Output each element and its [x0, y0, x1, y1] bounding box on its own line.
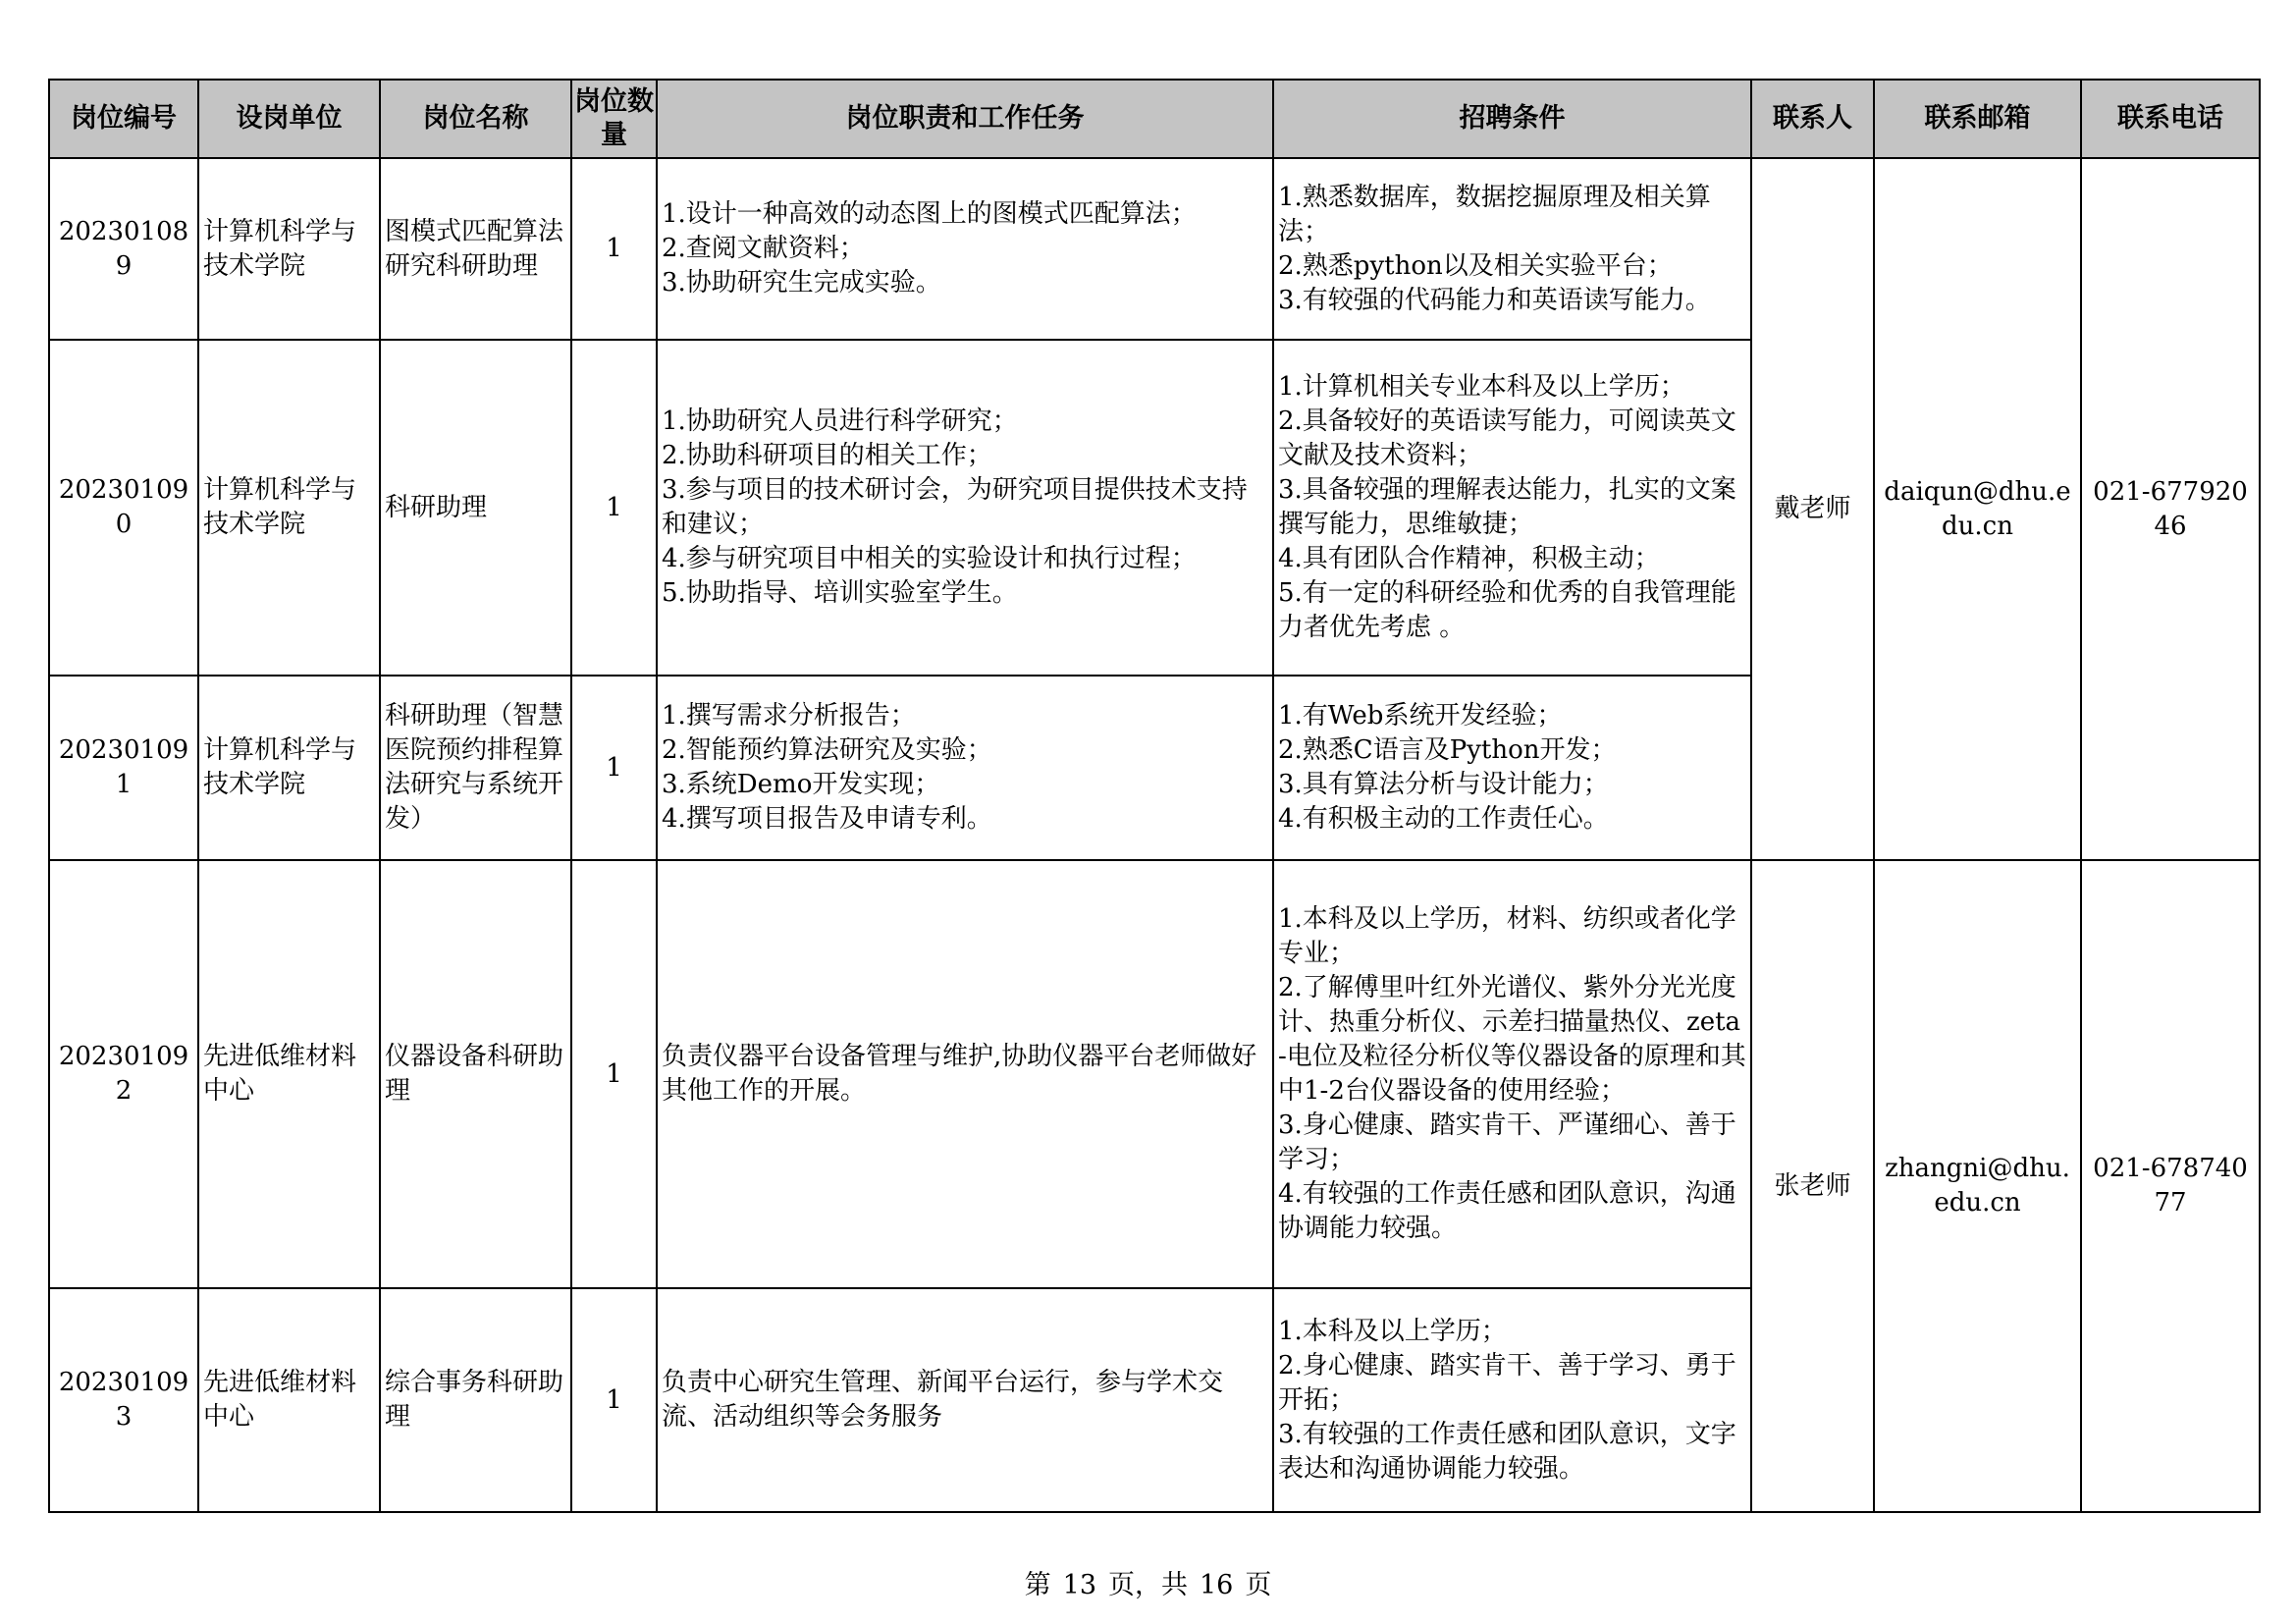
cell-line: 1.有Web系统开发经验；	[1278, 701, 1563, 731]
cell-line: 3.身心健康、踏实肯干、严谨细心、善于学习；	[1278, 1110, 1736, 1174]
cell-line: 3.系统Demo开发实现；	[662, 770, 940, 799]
position-duties	[657, 340, 1273, 676]
header-name: 岗位名称	[380, 80, 571, 158]
position-requirements	[1273, 340, 1751, 676]
header-requirements: 招聘条件	[1273, 80, 1751, 158]
cell-line: 1.撰写需求分析报告；	[662, 701, 916, 731]
cell-line: 3.有较强的工作责任感和团队意识，文字表达和沟通协调能力较强。	[1278, 1419, 1736, 1484]
position-quantity: 1	[571, 676, 657, 860]
cell-line: 4.有积极主动的工作责任心。	[1278, 804, 1609, 834]
cell-line: 1.计算机相关专业本科及以上学历；	[1278, 372, 1685, 402]
contact-phone: 021-67792046	[2081, 158, 2260, 860]
position-name: 图模式匹配算法研究科研助理	[380, 158, 571, 340]
cell-line: 1.本科及以上学历；	[1278, 1316, 1507, 1346]
position-duties	[657, 676, 1273, 860]
position-duties	[657, 860, 1273, 1288]
table-row	[49, 158, 2260, 340]
position-name: 仪器设备科研助理	[380, 860, 571, 1288]
cell-line: 4.具有团队合作精神，积极主动；	[1278, 544, 1660, 573]
cell-line: 2.身心健康、踏实肯干、善于学习、勇于开拓；	[1278, 1350, 1736, 1415]
cell-line: 3.协助研究生完成实验。	[662, 268, 941, 298]
position-code: 202301092	[49, 860, 198, 1288]
position-code: 202301093	[49, 1288, 198, 1512]
position-quantity: 1	[571, 158, 657, 340]
position-unit: 计算机科学与技术学院	[198, 340, 380, 676]
position-unit: 计算机科学与技术学院	[198, 158, 380, 340]
cell-line: 2.熟悉C语言及Python开发；	[1278, 735, 1617, 765]
cell-line: 4.参与研究项目中相关的实验设计和执行过程；	[662, 544, 1197, 573]
cell-line: 2.熟悉python以及相关实验平台；	[1278, 250, 1673, 281]
cell-line: 4.有较强的工作责任感和团队意识，沟通协调能力较强。	[1278, 1179, 1736, 1243]
page-footer	[0, 1563, 2296, 1601]
cell-line: 2.协助科研项目的相关工作；	[662, 441, 992, 470]
position-code: 202301090	[49, 340, 198, 676]
position-unit: 计算机科学与技术学院	[198, 676, 380, 860]
position-code: 202301091	[49, 676, 198, 860]
header-unit: 设岗单位	[198, 80, 380, 158]
cell-line: 3.具有算法分析与设计能力；	[1278, 770, 1609, 799]
position-requirements	[1273, 1288, 1751, 1512]
footer-suffix: 页	[1245, 1570, 1272, 1600]
header-duties: 岗位职责和工作任务	[657, 80, 1273, 158]
contact-phone: 021-67874077	[2081, 860, 2260, 1512]
position-name: 科研助理（智慧医院预约排程算法研究与系统开发）	[380, 676, 571, 860]
cell-line: 3.具备较强的理解表达能力，扎实的文案撰写能力，思维敏捷；	[1278, 475, 1736, 539]
position-unit: 先进低维材料中心	[198, 860, 380, 1288]
header-email: 联系邮箱	[1874, 80, 2081, 158]
cell-line: 5.协助指导、培训实验室学生。	[662, 578, 1018, 608]
position-code: 202301089	[49, 158, 198, 340]
cell-line: 1.协助研究人员进行科学研究；	[662, 406, 1018, 436]
position-duties	[657, 1288, 1273, 1512]
cell-line: 负责仪器平台设备管理与维护,协助仪器平台老师做好其他工作的开展。	[662, 1042, 1257, 1106]
job-table	[48, 79, 2261, 1513]
header-quantity: 岗位数量	[571, 80, 657, 158]
footer-prefix: 第	[1024, 1570, 1051, 1600]
position-requirements	[1273, 158, 1751, 340]
position-name: 科研助理	[380, 340, 571, 676]
header-code: 岗位编号	[49, 80, 198, 158]
footer-page-number: 13	[1062, 1570, 1096, 1600]
cell-line: 1.熟悉数据库，数据挖掘原理及相关算法；	[1278, 182, 1711, 246]
cell-line: 2.了解傅里叶红外光谱仪、紫外分光光度计、热重分析仪、示差扫描量热仪、zeta-电位及粒径分析仪等仪器设备的原理和其中1-2台仪器设备的使用经验；	[1278, 973, 1746, 1106]
header-contact: 联系人	[1751, 80, 1874, 158]
cell-line: 2.智能预约算法研究及实验；	[662, 735, 992, 765]
position-quantity: 1	[571, 860, 657, 1288]
contact-email: zhangni@dhu.edu.cn	[1874, 860, 2081, 1512]
cell-line: 5.有一定的科研经验和优秀的自我管理能力者优先考虑 。	[1278, 578, 1736, 642]
position-quantity: 1	[571, 340, 657, 676]
cell-line: 负责中心研究生管理、新闻平台运行，参与学术交流、活动组织等会务服务	[662, 1368, 1224, 1432]
contact-person: 戴老师	[1751, 158, 1874, 860]
position-name: 综合事务科研助理	[380, 1288, 571, 1512]
position-unit: 先进低维材料中心	[198, 1288, 380, 1512]
position-duties	[657, 158, 1273, 340]
header-row	[49, 80, 2260, 158]
footer-total-pages: 16	[1200, 1570, 1234, 1600]
cell-line: 1.本科及以上学历，材料、纺织或者化学专业；	[1278, 904, 1736, 968]
cell-line: 2.具备较好的英语读写能力，可阅读英文文献及技术资料；	[1278, 406, 1736, 470]
position-quantity: 1	[571, 1288, 657, 1512]
cell-line: 1.设计一种高效的动态图上的图模式匹配算法；	[662, 199, 1197, 229]
position-requirements	[1273, 676, 1751, 860]
contact-person: 张老师	[1751, 860, 1874, 1512]
cell-line: 3.参与项目的技术研讨会，为研究项目提供技术支持和建议；	[662, 475, 1248, 539]
cell-line: 3.有较强的代码能力和英语读写能力。	[1278, 285, 1711, 315]
cell-line: 2.查阅文献资料；	[662, 234, 865, 263]
table-row	[49, 860, 2260, 1288]
contact-email: daiqun@dhu.edu.cn	[1874, 158, 2081, 860]
cell-line: 4.撰写项目报告及申请专利。	[662, 804, 992, 834]
header-phone: 联系电话	[2081, 80, 2260, 158]
footer-mid: 页，共	[1108, 1570, 1188, 1600]
position-requirements	[1273, 860, 1751, 1288]
